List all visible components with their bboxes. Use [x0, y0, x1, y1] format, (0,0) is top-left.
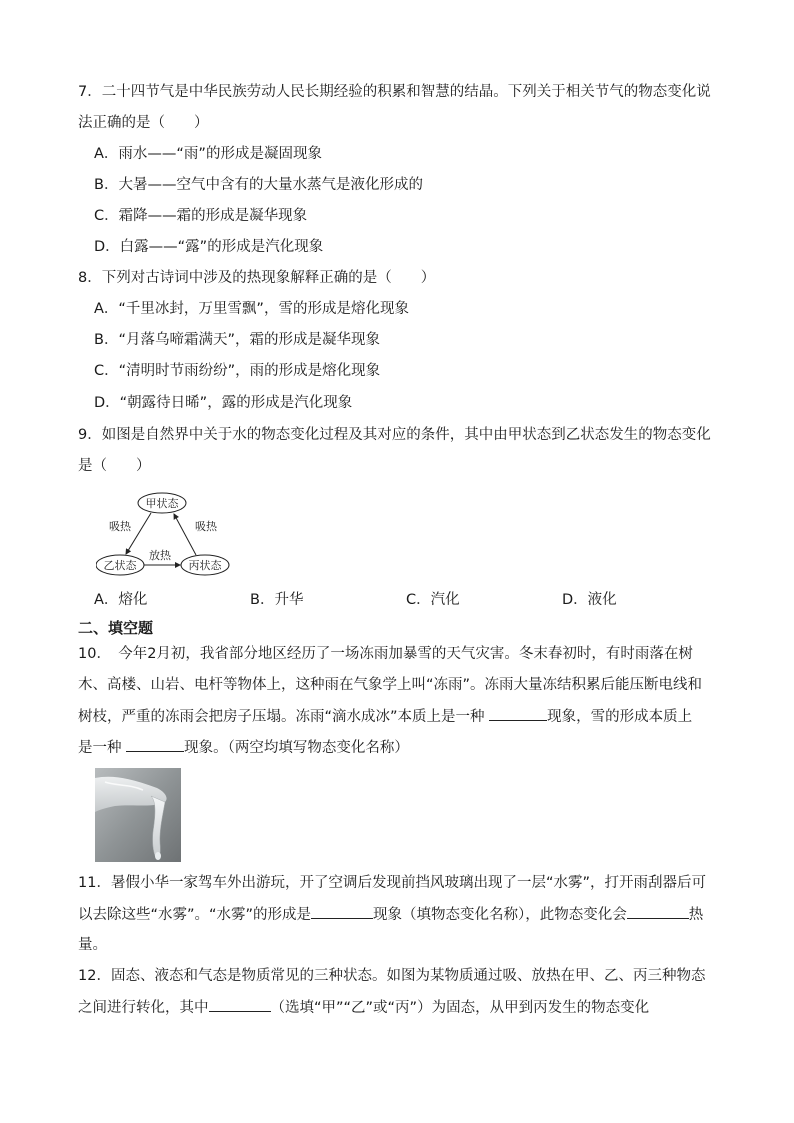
q11-line2-text-a: 以去除这些“水雾”。“水雾”的形成是 [78, 907, 312, 923]
q10-line4-text-a: 是一种 [78, 740, 127, 756]
q10-line4 [78, 737, 409, 758]
q10-line4-text-b: 现象。（两空均填写物态变化名称） [184, 740, 409, 756]
q7-option-a: A．雨水——“雨”的形成是凝固现象 [94, 146, 322, 162]
edge-left-label: 吸热 [109, 520, 131, 533]
q11-line3: 量。 [78, 937, 107, 953]
q7-option-b: B．大暑——空气中含有的大量水蒸气是液化形成的 [94, 177, 423, 193]
q9-stem-line2: 是（ ） [78, 458, 151, 474]
q8-stem: 8．下列对古诗词中涉及的热现象解释正确的是（ ） [78, 270, 436, 286]
q8-option-d: D．“朝露待日晞”，露的形成是汽化现象 [94, 395, 353, 411]
q8-option-b: B．“月落乌啼霜满天”，霜的形成是凝华现象 [94, 332, 380, 348]
q11-line1: 11．暑假小华一家驾车外出游玩，开了空调后发现前挡风玻璃出现了一层“水雾”，打开雨刮器后可 [78, 875, 706, 891]
q10-line3-text-a: 树枝，严重的冻雨会把房子压塌。冻雨“滴水成冰”本质上是一种 [78, 709, 490, 725]
q12-line2-text-a: 之间进行转化，其中 [78, 1000, 209, 1016]
q9-option-b: B．升华 [250, 592, 304, 608]
q10-line3 [78, 706, 692, 727]
q7-option-c: C．霜降——霜的形成是凝华现象 [94, 208, 308, 224]
edge-bottom-label: 放热 [149, 549, 171, 562]
q10-line2: 木、高楼、山岩、电杆等物体上，这种雨在气象学上叫“冻雨”。冻雨大量冻结积累后能压断电线和 [78, 677, 703, 693]
q9-stem-line1: 9．如图是自然界中关于水的物态变化过程及其对应的条件，其中由甲状态到乙状态发生的物态变化 [78, 427, 711, 443]
q10-line3-text-b: 现象，雪的形成本质上 [547, 709, 693, 725]
q12-line1: 12．固态、液态和气态是物质常见的三种状态。如图为某物质通过吸、放热在甲、乙、丙三种物态 [78, 968, 706, 984]
icicle-image [95, 768, 181, 862]
edge-right-label: 吸热 [195, 520, 217, 533]
q11-blank-2[interactable] [627, 904, 689, 919]
q7-stem-line1: 7．二十四节气是中华民族劳动人民长期经验的积累和智慧的结晶。下列关于相关节气的物态变化说 [78, 84, 711, 100]
node-left-label: 乙状态 [103, 559, 137, 572]
q7-stem-line2: 法正确的是（ ） [78, 115, 209, 131]
q12-blank-1[interactable] [209, 997, 271, 1012]
q11-blank-1[interactable] [311, 904, 373, 919]
q9-option-c: C．汽化 [406, 592, 460, 608]
q8-option-a: A．“千里冰封，万里雪飘”，雪的形成是熔化现象 [94, 301, 409, 317]
q9-option-a: A．熔化 [94, 592, 148, 608]
state-change-diagram [96, 488, 236, 578]
q8-option-c: C．“清明时节雨纷纷”，雨的形成是熔化现象 [94, 363, 381, 379]
q11-line2 [78, 904, 703, 925]
q7-option-d: D．白露——“露”的形成是汽化现象 [94, 239, 324, 255]
arrow-right-to-top [174, 514, 196, 555]
q12-line2-text-b: （选填“甲”“乙”或“丙”）为固态，从甲到丙发生的物态变化 [270, 1000, 650, 1016]
q11-line2-text-b: 现象（填物态变化名称），此物态变化会 [373, 907, 627, 923]
q11-line2-text-c: 热 [688, 907, 704, 923]
node-right-label: 丙状态 [188, 559, 222, 572]
node-top-label: 甲状态 [145, 497, 179, 510]
section-title: 二、填空题 [78, 619, 154, 637]
q9-options [94, 590, 718, 610]
q10-blank-1[interactable] [489, 706, 547, 721]
q10-blank-2[interactable] [126, 737, 184, 752]
icicle-photo [95, 768, 181, 862]
q12-line2 [78, 997, 649, 1018]
q9-option-d: D．液化 [562, 592, 617, 608]
q10-line1: 10． 今年2月初，我省部分地区经历了一场冻雨加暴雪的天气灾害。冬末春初时，有时雨落在树 [78, 646, 693, 662]
